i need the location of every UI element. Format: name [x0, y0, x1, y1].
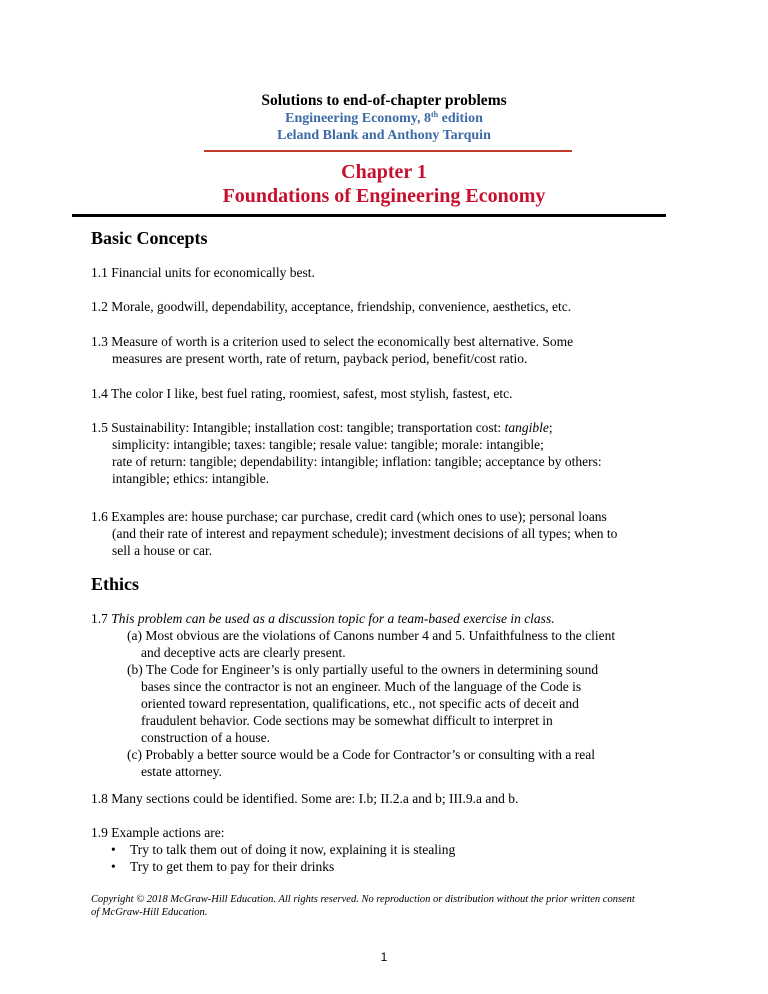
chapter-divider [72, 214, 666, 217]
problem-1-2 [91, 298, 691, 315]
problem-1-7-b-line-3: oriented toward representation, qualifications, etc., not specific acts of deceit and [141, 696, 579, 711]
problem-1-5-line-1-text: 1.5 Sustainability: Intangible; installation cost: tangible; transportation cost: [91, 420, 505, 435]
problem-1-3 [91, 333, 691, 367]
list-item-text: Try to talk them out of doing it now, explaining it is stealing [130, 842, 456, 857]
copyright-line-2: of McGraw-Hill Education. [91, 907, 208, 918]
problem-1-5-line-3: rate of return: tangible; dependability: intangible; inflation: tangible; acceptance by others: [112, 454, 602, 469]
chapter-number: Chapter 1 [341, 161, 427, 183]
problem-1-7-c-line-1: (c) Probably a better source would be a Code for Contractor’s or consulting with a real [127, 747, 595, 762]
problem-1-3-line-1: 1.3 Measure of worth is a criterion used to select the economically best alternative. Some [91, 334, 574, 349]
problem-1-3-line-2: measures are present worth, rate of return, payback period, benefit/cost ratio. [112, 351, 528, 366]
bullet-icon: • [111, 859, 116, 874]
problem-1-7-b-line-1: (b) The Code for Engineer’s is only partially useful to the owners in determining sound [127, 662, 599, 677]
page-number: 1 [380, 950, 388, 964]
problem-1-7-a-line-1: (a) Most obvious are the violations of Canons number 4 and 5. Unfaithfulness to the client [127, 628, 616, 643]
problem-1-6-line-3: sell a house or car. [112, 543, 213, 558]
problem-1-7-number: 1.7 [91, 611, 112, 626]
book-authors: Leland Blank and Anthony Tarquin [277, 128, 491, 143]
list-item [91, 858, 691, 875]
section-heading-basic-concepts: Basic Concepts [91, 228, 208, 248]
problem-1-9-text: 1.9 Example actions are: [91, 825, 225, 840]
book-name: Engineering Economy, 8 [285, 111, 431, 126]
problem-1-7-b-line-2: bases since the contractor is not an engineer. Much of the language of the Code is [141, 679, 582, 694]
bullet-icon: • [111, 842, 116, 857]
problem-1-7-b-line-4: fraudulent behavior. Code sections may be somewhat difficult to interpret in [141, 713, 553, 728]
solutions-title: Solutions to end-of-chapter problems [261, 92, 507, 109]
problem-1-7-intro-text: This problem can be used as a discussion topic for a team-based exercise in class. [111, 611, 555, 626]
problem-1-2-text: 1.2 Morale, goodwill, dependability, acceptance, friendship, convenience, aesthetics, etc. [91, 299, 572, 314]
problem-1-5 [91, 419, 691, 487]
problem-1-5-semicolon: ; [548, 420, 553, 435]
list-item [91, 841, 691, 858]
problem-1-8-text: 1.8 Many sections could be identified. Some are: I.b; II.2.a and b; III.9.a and b. [91, 791, 519, 806]
problem-1-7-a-line-2: and deceptive acts are clearly present. [141, 645, 346, 660]
problem-1-5-italic-word: tangible [504, 420, 549, 435]
section-heading-ethics: Ethics [91, 574, 140, 594]
book-title [0, 111, 768, 127]
edition-superscript: th [431, 110, 439, 119]
problem-1-9 [91, 824, 691, 875]
problem-1-7-b-line-5: construction of a house. [141, 730, 270, 745]
problem-1-6-line-2: (and their rate of interest and repayment schedule); investment decisions of all types; when to [112, 526, 618, 541]
chapter-title: Foundations of Engineering Economy [222, 185, 546, 207]
problem-1-6 [91, 508, 691, 559]
problem-1-7-c-line-2: estate attorney. [141, 764, 222, 779]
problem-1-5-line-4: intangible; ethics: intangible. [112, 471, 270, 486]
problem-1-7 [91, 610, 691, 780]
edition-word: edition [438, 111, 483, 126]
problem-1-1-text: 1.1 Financial units for economically best. [91, 265, 315, 280]
copyright-line-1: Copyright © 2018 McGraw-Hill Education. All rights reserved. No reproduction or distribution without the prior written consent [91, 894, 635, 905]
problem-1-8 [91, 790, 691, 807]
header-divider [204, 150, 572, 152]
copyright-notice [91, 893, 691, 919]
problem-1-1 [91, 264, 691, 281]
list-item-text: Try to get them to pay for their drinks [130, 859, 335, 874]
problem-1-4 [91, 385, 691, 402]
problem-1-7-intro [91, 610, 691, 627]
problem-1-6-line-1: 1.6 Examples are: house purchase; car purchase, credit card (which ones to use); personal loans [91, 509, 607, 524]
problem-1-4-text: 1.4 The color I like, best fuel rating, roomiest, safest, most stylish, fastest, etc. [91, 386, 513, 401]
problem-1-5-line-1 [91, 419, 691, 436]
problem-1-5-line-2: simplicity: intangible; taxes: tangible; resale value: tangible; morale: intangible; [112, 437, 544, 452]
